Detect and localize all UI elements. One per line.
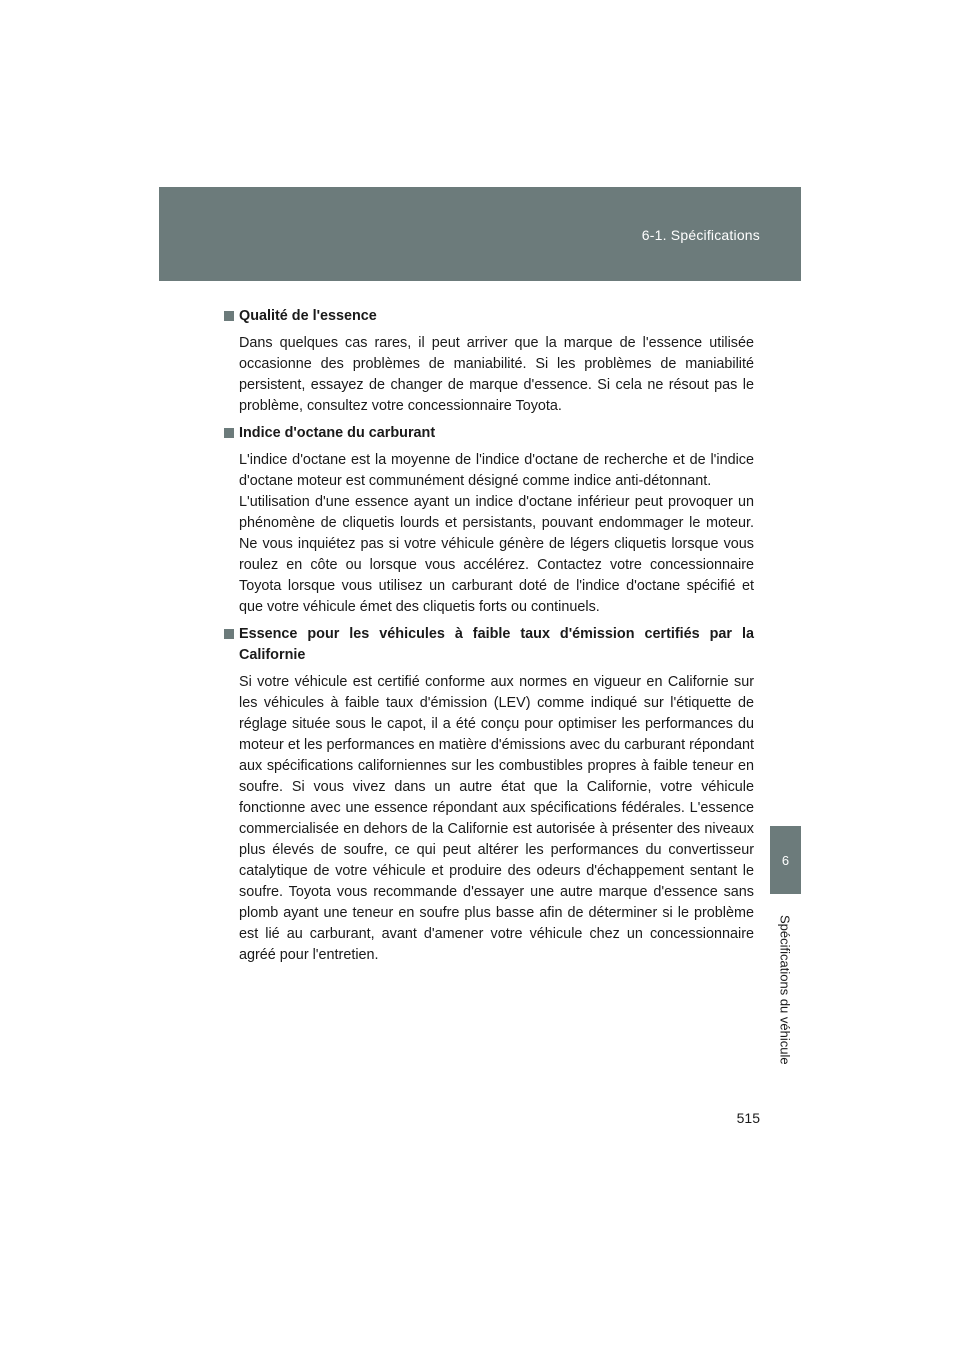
section-heading-text: Essence pour les véhicules à faible taux d'émission certifiés par la Californie <box>239 626 754 663</box>
section-body <box>239 672 754 966</box>
chapter-header-band <box>159 187 801 281</box>
chapter-side-label: Spécifications du véhicule <box>777 915 793 1065</box>
section-heading <box>224 624 754 666</box>
section-heading <box>224 306 754 327</box>
chapter-number: 6 <box>781 852 790 868</box>
square-bullet-icon <box>224 428 234 438</box>
section-body <box>239 450 754 618</box>
paragraph: L'utilisation d'une essence ayant un indice d'octane inférieur peut provoquer un phénomène de cliquetis lourds et persistants, pouvant endommager le moteur. Ne vous inquiétez pas si votre véhicule génère de légers cliquetis lorsque vous roulez en côte ou lorsque vous accélérez. Contactez votre concessionnaire Toyota lorsque vous utilisez un carburant doté de l'indice d'octane spécifié et que votre véhicule émet des cliquetis forts ou continuels. <box>239 494 754 615</box>
section-octane-rating <box>224 423 754 618</box>
section-heading-text: Qualité de l'essence <box>239 308 377 324</box>
section-heading <box>224 423 754 444</box>
paragraph: L'indice d'octane est la moyenne de l'indice d'octane de recherche et de l'indice d'octane moteur est communément désigné comme indice anti-détonnant. <box>239 452 754 489</box>
paragraph: Si votre véhicule est certifié conforme aux normes en vigueur en Californie sur les véhicules à faible taux d'émission (LEV) comme indiqué sur l'étiquette de réglage située sous le capot, il a été conçu pour optimiser les performances du moteur et les performances en matière d'émissions avec du carburant répondant aux spécifications californiennes sur les combustibles propres à faible teneur en soufre. Si vous vivez dans un autre état que la Californie, votre véhicule fonctionne avec une essence répondant aux spécifications fédérales. L'essence commercialisée en dehors de la Californie est autorisée à présenter des niveaux plus élevés de soufre, ce qui peut altérer les performances du convertisseur catalytique de votre véhicule et produire des odeurs d'échappement sentant le soufre. Toyota vous recommande d'essayer une autre marque d'essence sans plomb ayant une teneur en soufre plus basse afin de déterminer si le problème est lié au carburant, avant d'amener votre véhicule chez un concessionnaire agréé pour l'entretien. <box>239 674 754 963</box>
page-number: 515 <box>736 1110 760 1126</box>
square-bullet-icon <box>224 629 234 639</box>
section-body <box>239 333 754 417</box>
square-bullet-icon <box>224 311 234 321</box>
paragraph: Dans quelques cas rares, il peut arriver que la marque de l'essence utilisée occasionne des problèmes de maniabilité. Si les problèmes de maniabilité persistent, essayez de changer de marque d'essence. Si cela ne résout pas le problème, consultez votre concessionnaire Toyota. <box>239 335 754 414</box>
page-content <box>224 306 754 972</box>
section-fuel-quality <box>224 306 754 417</box>
section-heading-text: Indice d'octane du carburant <box>239 425 436 441</box>
section-california-lev-fuel <box>224 624 754 966</box>
chapter-number-tab <box>770 826 801 894</box>
chapter-section-title: 6-1. Spécifications <box>641 227 760 243</box>
